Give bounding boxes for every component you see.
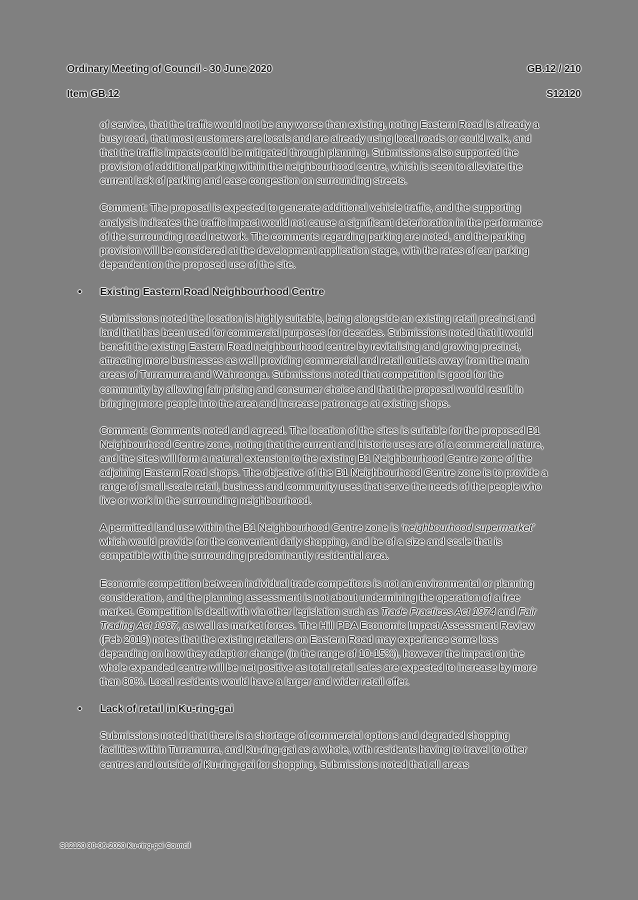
- paragraph-traffic-submissions: of service, that the traffic would not be any worse than existing, noting Eastern Road is already a busy road, that most customers are locals and are already using local roads or could walk, and that the traffic impacts could be mitigated through planning. Submissions also supported the provision of additional parking within the neighbourhood centre, which is seen to alleviate the current lack of parking and ease congestion on surrounding streets.: [100, 120, 539, 188]
- page-header-row-2: [67, 89, 581, 100]
- section-heading-lack-of-retail: • Lack of retail in Ku-ring-gai: [100, 703, 548, 717]
- paragraph-economic-competition: Economic competition between individual trade competitors is not an environmental or planning consideration, and the planning assessment is not about undermining the operation of a free market. Competition is dealt with via other legislation such as Trade Practices Act 1974 and Fair Trading Act 1987, as well as market forces. The Hill PDA Economic Impact Assessment Review (Feb 2019) notes that the existing retailers on Eastern Road may experience some loss depending on how they adapt or change (in the range of 10-15%), however the impact on the whole expanded centre will be net positive as total retail sales are expected to increase by more than 80%. Local residents would have a larger and wider retail offer.: [100, 578, 537, 689]
- section-heading-eastern-road: • Existing Eastern Road Neighbourhood Centre: [100, 286, 548, 300]
- paragraph-permitted-use: A permitted land use within the B1 Neighbourhood Centre zone is ‘neighbourhood supermarket’ which would provide for the convenient daily shopping, and be of a size and scale that is compatible with the surrounding predominantly residential area.: [100, 523, 535, 563]
- bullet-icon: •: [78, 286, 82, 298]
- meeting-title: Ordinary Meeting of Council - 30 June 2020: [67, 64, 273, 75]
- paragraph-location-comment: Comment: Comments noted and agreed. The location of the sites is suitable for the proposed B1 Neighbourhood Centre zone, noting that the current and historic uses are of a commercial nature, and the sites will form a natural extension to the existing B1 Neighbourhood Centre zone of the adjoining Eastern Road shops. The objective of the B1 Neighbourhood Centre zone is to provide a range of small-scale retail, business and community uses that serve the needs of the people who live or work in the surrounding neighbourhood.: [100, 425, 548, 508]
- bullet-icon: •: [78, 704, 82, 716]
- file-reference: S12120: [546, 89, 581, 100]
- page-reference: GB.12 / 210: [527, 64, 581, 75]
- document-body: [78, 119, 548, 786]
- page-footer: S12120 30-06-2020 Ku-ring-gai Council: [60, 843, 191, 850]
- paragraph-location-submissions: Submissions noted the location is highly suitable, being alongside an existing retail precinct and land that has been used for commercial purposes for decades. Submissions noted that it would benefit the existing Eastern Road neighbourhood centre by revitalising and growing precinct, attracting more businesses as well providing commercial and retail outlets away from the main areas of Turramurra and Wahroonga. Submissions noted that competition is good for the community by allowing fair pricing and consumer choice and that the proposal would result in bringing more people into the area and increase patronage at existing shops.: [100, 314, 536, 410]
- paragraph-retail-submissions: Submissions noted that there is a shortage of commercial options and degraded shopping facilities within Turramurra, and Ku-ring-gai as a whole, with residents having to travel to other centres and outside of Ku-ring-gai for shopping. Submissions noted that all areas: [100, 731, 527, 771]
- item-number: Item GB.12: [67, 89, 120, 100]
- page-header-row-1: [67, 64, 581, 75]
- paragraph-traffic-comment: Comment: The proposal is expected to generate additional vehicle traffic, and the supporting analysis indicates the traffic impact would not cause a significant deterioration in the performance of the surrounding road network. The comments regarding parking are noted, and the parking provision will be considered at the development application stage, with the rates of car parking dependent on the proposed use of the site.: [100, 203, 543, 271]
